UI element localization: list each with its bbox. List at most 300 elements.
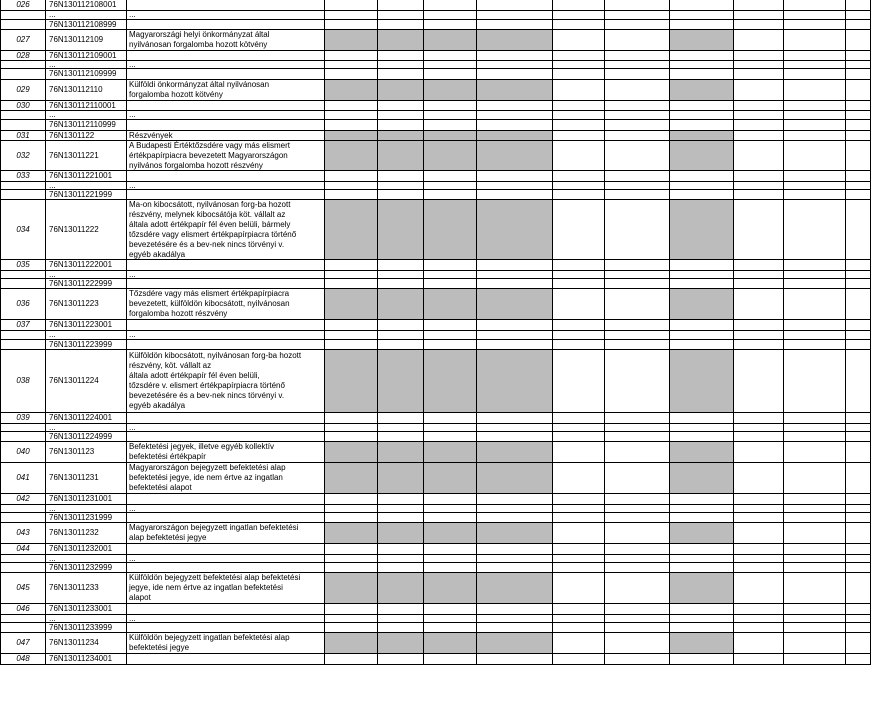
value-cell [378, 442, 424, 463]
value-cell [670, 80, 734, 101]
row-number-cell [0, 331, 46, 340]
value-cell [424, 331, 477, 340]
row-description-cell: Magyarországi helyi önkormányzat által nyilvánosan forgalomba hozott kötvény [127, 30, 325, 51]
row-number-cell: 030 [0, 101, 46, 111]
value-cell [378, 80, 424, 101]
value-cell [846, 604, 871, 615]
value-cell [553, 200, 605, 260]
value-cell [477, 432, 553, 442]
value-cell [784, 633, 846, 654]
value-cell [477, 463, 553, 494]
row-code-cell: ... [46, 424, 127, 432]
value-cell [553, 260, 605, 271]
value-cell [605, 120, 670, 131]
value-cell [378, 182, 424, 190]
value-cell [553, 30, 605, 51]
value-cell [670, 51, 734, 61]
value-cell [670, 505, 734, 513]
value-cell [325, 615, 378, 623]
row-number-cell: 037 [0, 320, 46, 331]
value-cell [378, 555, 424, 563]
value-cell [477, 30, 553, 51]
value-cell [734, 11, 784, 20]
value-cell [477, 442, 553, 463]
value-cell [784, 30, 846, 51]
value-cell [670, 654, 734, 665]
value-cell [734, 604, 784, 615]
value-cell [784, 320, 846, 331]
value-cell [378, 340, 424, 350]
value-cell [784, 623, 846, 633]
value-cell [734, 111, 784, 120]
value-cell [670, 0, 734, 11]
value-cell [424, 131, 477, 141]
value-cell [477, 604, 553, 615]
value-cell [784, 413, 846, 424]
value-cell [424, 350, 477, 413]
value-cell [846, 513, 871, 523]
value-cell [846, 101, 871, 111]
value-cell [325, 424, 378, 432]
value-cell [605, 413, 670, 424]
value-cell [325, 654, 378, 665]
value-cell [734, 131, 784, 141]
value-cell [553, 289, 605, 320]
row-code-cell: 76N130112108999 [46, 20, 127, 30]
value-cell [424, 120, 477, 131]
row-number-cell [0, 69, 46, 80]
value-cell [477, 424, 553, 432]
value-cell [846, 633, 871, 654]
row-number-cell: 027 [0, 30, 46, 51]
row-description-cell [127, 279, 325, 289]
value-cell [846, 0, 871, 11]
value-cell [605, 573, 670, 604]
value-cell [734, 289, 784, 320]
row-description-cell: Külföldön bejegyzett befektetési alap befektetési jegye, ide nem értve az ingatlan befektetési alapot [127, 573, 325, 604]
row-code-cell: 76N13011233999 [46, 623, 127, 633]
value-cell [378, 320, 424, 331]
value-cell [325, 544, 378, 555]
value-cell [734, 623, 784, 633]
value-cell [378, 331, 424, 340]
row-number-cell [0, 279, 46, 289]
value-cell [605, 513, 670, 523]
value-cell [670, 61, 734, 69]
value-cell [846, 505, 871, 513]
value-cell [477, 182, 553, 190]
value-cell [553, 505, 605, 513]
value-cell [784, 271, 846, 279]
row-code-cell: 76N130112110001 [46, 101, 127, 111]
row-code-cell: 76N13011233001 [46, 604, 127, 615]
value-cell [734, 30, 784, 51]
row-number-cell [0, 271, 46, 279]
value-cell [378, 141, 424, 171]
value-cell [846, 494, 871, 505]
value-cell [734, 20, 784, 30]
value-cell [846, 120, 871, 131]
row-code-cell: 76N13011222001 [46, 260, 127, 271]
value-cell [846, 555, 871, 563]
value-cell [553, 555, 605, 563]
value-cell [734, 432, 784, 442]
value-cell [477, 413, 553, 424]
row-code-cell: ... [46, 555, 127, 563]
row-description-cell [127, 544, 325, 555]
value-cell [378, 51, 424, 61]
value-cell [605, 544, 670, 555]
value-cell [670, 331, 734, 340]
value-cell [424, 279, 477, 289]
value-cell [605, 555, 670, 563]
value-cell [734, 279, 784, 289]
value-cell [670, 544, 734, 555]
value-cell [605, 320, 670, 331]
row-code-cell: 76N130112109999 [46, 69, 127, 80]
value-cell [605, 30, 670, 51]
value-cell [605, 0, 670, 11]
value-cell [325, 141, 378, 171]
value-cell [325, 573, 378, 604]
row-code-cell: ... [46, 182, 127, 190]
value-cell [605, 340, 670, 350]
value-cell [670, 615, 734, 623]
value-cell [424, 494, 477, 505]
row-description-cell [127, 51, 325, 61]
row-number-cell [0, 190, 46, 200]
value-cell [734, 340, 784, 350]
value-cell [424, 615, 477, 623]
value-cell [605, 51, 670, 61]
value-cell [784, 120, 846, 131]
value-cell [378, 604, 424, 615]
row-description-cell [127, 494, 325, 505]
row-number-cell [0, 340, 46, 350]
row-description-cell [127, 604, 325, 615]
row-number-cell: 026 [0, 0, 46, 11]
row-code-cell: 76N13011224 [46, 350, 127, 413]
value-cell [424, 340, 477, 350]
value-cell [846, 350, 871, 413]
row-code-cell: ... [46, 615, 127, 623]
value-cell [605, 331, 670, 340]
value-cell [477, 513, 553, 523]
value-cell [605, 623, 670, 633]
value-cell [477, 80, 553, 101]
row-number-cell [0, 563, 46, 573]
value-cell [670, 340, 734, 350]
value-cell [784, 20, 846, 30]
value-cell [325, 200, 378, 260]
row-number-cell [0, 20, 46, 30]
value-cell [605, 279, 670, 289]
value-cell [734, 494, 784, 505]
row-code-cell: 76N130112108001 [46, 0, 127, 11]
value-cell [784, 141, 846, 171]
value-cell [846, 131, 871, 141]
value-cell [424, 20, 477, 30]
value-cell [325, 442, 378, 463]
value-cell [553, 350, 605, 413]
value-cell [734, 331, 784, 340]
value-cell [784, 182, 846, 190]
value-cell [784, 555, 846, 563]
value-cell [605, 654, 670, 665]
value-cell [325, 30, 378, 51]
row-code-cell: 76N13011221999 [46, 190, 127, 200]
value-cell [424, 432, 477, 442]
value-cell [378, 271, 424, 279]
value-cell [553, 0, 605, 11]
value-cell [784, 51, 846, 61]
value-cell [378, 101, 424, 111]
value-cell [325, 69, 378, 80]
value-cell [784, 171, 846, 182]
value-cell [784, 523, 846, 544]
value-cell [553, 320, 605, 331]
value-cell [734, 171, 784, 182]
value-cell [325, 101, 378, 111]
value-cell [670, 111, 734, 120]
value-cell [846, 331, 871, 340]
row-code-cell: 76N13011232 [46, 523, 127, 544]
value-cell [846, 654, 871, 665]
value-cell [734, 51, 784, 61]
row-description-cell: ... [127, 61, 325, 69]
value-cell [424, 604, 477, 615]
row-number-cell: 034 [0, 200, 46, 260]
value-cell [605, 432, 670, 442]
value-cell [553, 442, 605, 463]
value-cell [846, 340, 871, 350]
value-cell [670, 69, 734, 80]
value-cell [846, 69, 871, 80]
value-cell [605, 80, 670, 101]
value-cell [424, 573, 477, 604]
value-cell [670, 271, 734, 279]
value-cell [553, 513, 605, 523]
row-description-cell [127, 190, 325, 200]
row-description-cell: Tőzsdére vagy más elismert értékpapírpiacra bevezetett, külföldön kibocsátott, nyilvánosan forgalomba hozott részvény [127, 289, 325, 320]
row-number-cell: 038 [0, 350, 46, 413]
row-code-cell: ... [46, 111, 127, 120]
value-cell [670, 11, 734, 20]
value-cell [846, 200, 871, 260]
row-number-cell: 028 [0, 51, 46, 61]
row-code-cell: 76N130112109001 [46, 51, 127, 61]
value-cell [784, 289, 846, 320]
row-number-cell [0, 623, 46, 633]
value-cell [424, 505, 477, 513]
value-cell [378, 279, 424, 289]
value-cell [424, 182, 477, 190]
row-description-cell: ... [127, 11, 325, 20]
value-cell [477, 331, 553, 340]
value-cell [378, 200, 424, 260]
value-cell [670, 424, 734, 432]
value-cell [734, 101, 784, 111]
value-cell [378, 654, 424, 665]
value-cell [325, 271, 378, 279]
value-cell [378, 190, 424, 200]
value-cell [325, 350, 378, 413]
value-cell [325, 80, 378, 101]
value-cell [846, 271, 871, 279]
row-code-cell: 76N13011233 [46, 573, 127, 604]
value-cell [605, 523, 670, 544]
row-code-cell: 76N13011221 [46, 141, 127, 171]
value-cell [477, 633, 553, 654]
row-code-cell: 76N13011222 [46, 200, 127, 260]
value-cell [734, 413, 784, 424]
row-description-cell: ... [127, 505, 325, 513]
row-code-cell: ... [46, 271, 127, 279]
value-cell [553, 80, 605, 101]
value-cell [424, 654, 477, 665]
value-cell [605, 463, 670, 494]
value-cell [846, 623, 871, 633]
value-cell [477, 505, 553, 513]
row-description-cell: ... [127, 111, 325, 120]
value-cell [846, 11, 871, 20]
value-cell [605, 131, 670, 141]
row-code-cell: 76N13011231999 [46, 513, 127, 523]
value-cell [734, 271, 784, 279]
value-cell [846, 523, 871, 544]
value-cell [846, 442, 871, 463]
row-description-cell [127, 654, 325, 665]
value-cell [670, 200, 734, 260]
value-cell [424, 555, 477, 563]
value-cell [846, 80, 871, 101]
value-cell [477, 69, 553, 80]
value-cell [553, 120, 605, 131]
value-cell [424, 271, 477, 279]
value-cell [325, 182, 378, 190]
value-cell [325, 279, 378, 289]
value-cell [734, 654, 784, 665]
row-description-cell: ... [127, 182, 325, 190]
value-cell [846, 320, 871, 331]
value-cell [784, 615, 846, 623]
value-cell [734, 320, 784, 331]
row-description-cell: Magyarországon bejegyzett befektetési alap befektetési jegye, ide nem értve az ingatlan befektetési alapot [127, 463, 325, 494]
value-cell [424, 544, 477, 555]
value-cell [378, 513, 424, 523]
value-cell [605, 141, 670, 171]
value-cell [553, 654, 605, 665]
row-code-cell: 76N13011231 [46, 463, 127, 494]
value-cell [477, 190, 553, 200]
value-cell [670, 513, 734, 523]
row-code-cell: ... [46, 11, 127, 20]
value-cell [553, 615, 605, 623]
row-number-cell [0, 182, 46, 190]
value-cell [325, 505, 378, 513]
value-cell [734, 615, 784, 623]
value-cell [325, 340, 378, 350]
value-cell [424, 523, 477, 544]
value-cell [325, 413, 378, 424]
value-cell [605, 20, 670, 30]
value-cell [553, 432, 605, 442]
value-cell [734, 0, 784, 11]
row-description-cell: Külföldön bejegyzett ingatlan befektetési alap befektetési jegye [127, 633, 325, 654]
value-cell [784, 604, 846, 615]
value-cell [378, 120, 424, 131]
row-description-cell [127, 340, 325, 350]
value-cell [734, 350, 784, 413]
value-cell [325, 494, 378, 505]
value-cell [553, 171, 605, 182]
row-number-cell [0, 505, 46, 513]
value-cell [734, 80, 784, 101]
value-cell [553, 279, 605, 289]
value-cell [784, 563, 846, 573]
value-cell [553, 271, 605, 279]
value-cell [378, 289, 424, 320]
row-number-cell: 041 [0, 463, 46, 494]
value-cell [477, 615, 553, 623]
value-cell [670, 573, 734, 604]
value-cell [424, 141, 477, 171]
row-description-cell [127, 513, 325, 523]
value-cell [846, 544, 871, 555]
value-cell [477, 111, 553, 120]
value-cell [325, 20, 378, 30]
value-cell [784, 111, 846, 120]
row-description-cell [127, 563, 325, 573]
value-cell [553, 604, 605, 615]
value-cell [424, 413, 477, 424]
value-cell [605, 494, 670, 505]
value-cell [424, 442, 477, 463]
value-cell [734, 61, 784, 69]
value-cell [378, 424, 424, 432]
value-cell [553, 544, 605, 555]
row-description-cell: ... [127, 271, 325, 279]
row-description-cell [127, 320, 325, 331]
value-cell [553, 11, 605, 20]
row-code-cell: ... [46, 61, 127, 69]
value-cell [325, 260, 378, 271]
value-cell [553, 51, 605, 61]
row-number-cell: 045 [0, 573, 46, 604]
row-number-cell [0, 513, 46, 523]
value-cell [325, 555, 378, 563]
value-cell [325, 51, 378, 61]
value-cell [784, 424, 846, 432]
value-cell [378, 350, 424, 413]
value-cell [325, 11, 378, 20]
row-code-cell: ... [46, 505, 127, 513]
value-cell [605, 289, 670, 320]
value-cell [846, 432, 871, 442]
row-description-cell: Magyarországon bejegyzett ingatlan befektetési alap befektetési jegye [127, 523, 325, 544]
value-cell [553, 563, 605, 573]
value-cell [378, 61, 424, 69]
value-cell [605, 505, 670, 513]
row-code-cell: 76N13011222999 [46, 279, 127, 289]
value-cell [424, 61, 477, 69]
value-cell [424, 633, 477, 654]
value-cell [734, 120, 784, 131]
row-number-cell [0, 61, 46, 69]
value-cell [325, 331, 378, 340]
value-cell [424, 30, 477, 51]
row-code-cell: 76N130112109 [46, 30, 127, 51]
